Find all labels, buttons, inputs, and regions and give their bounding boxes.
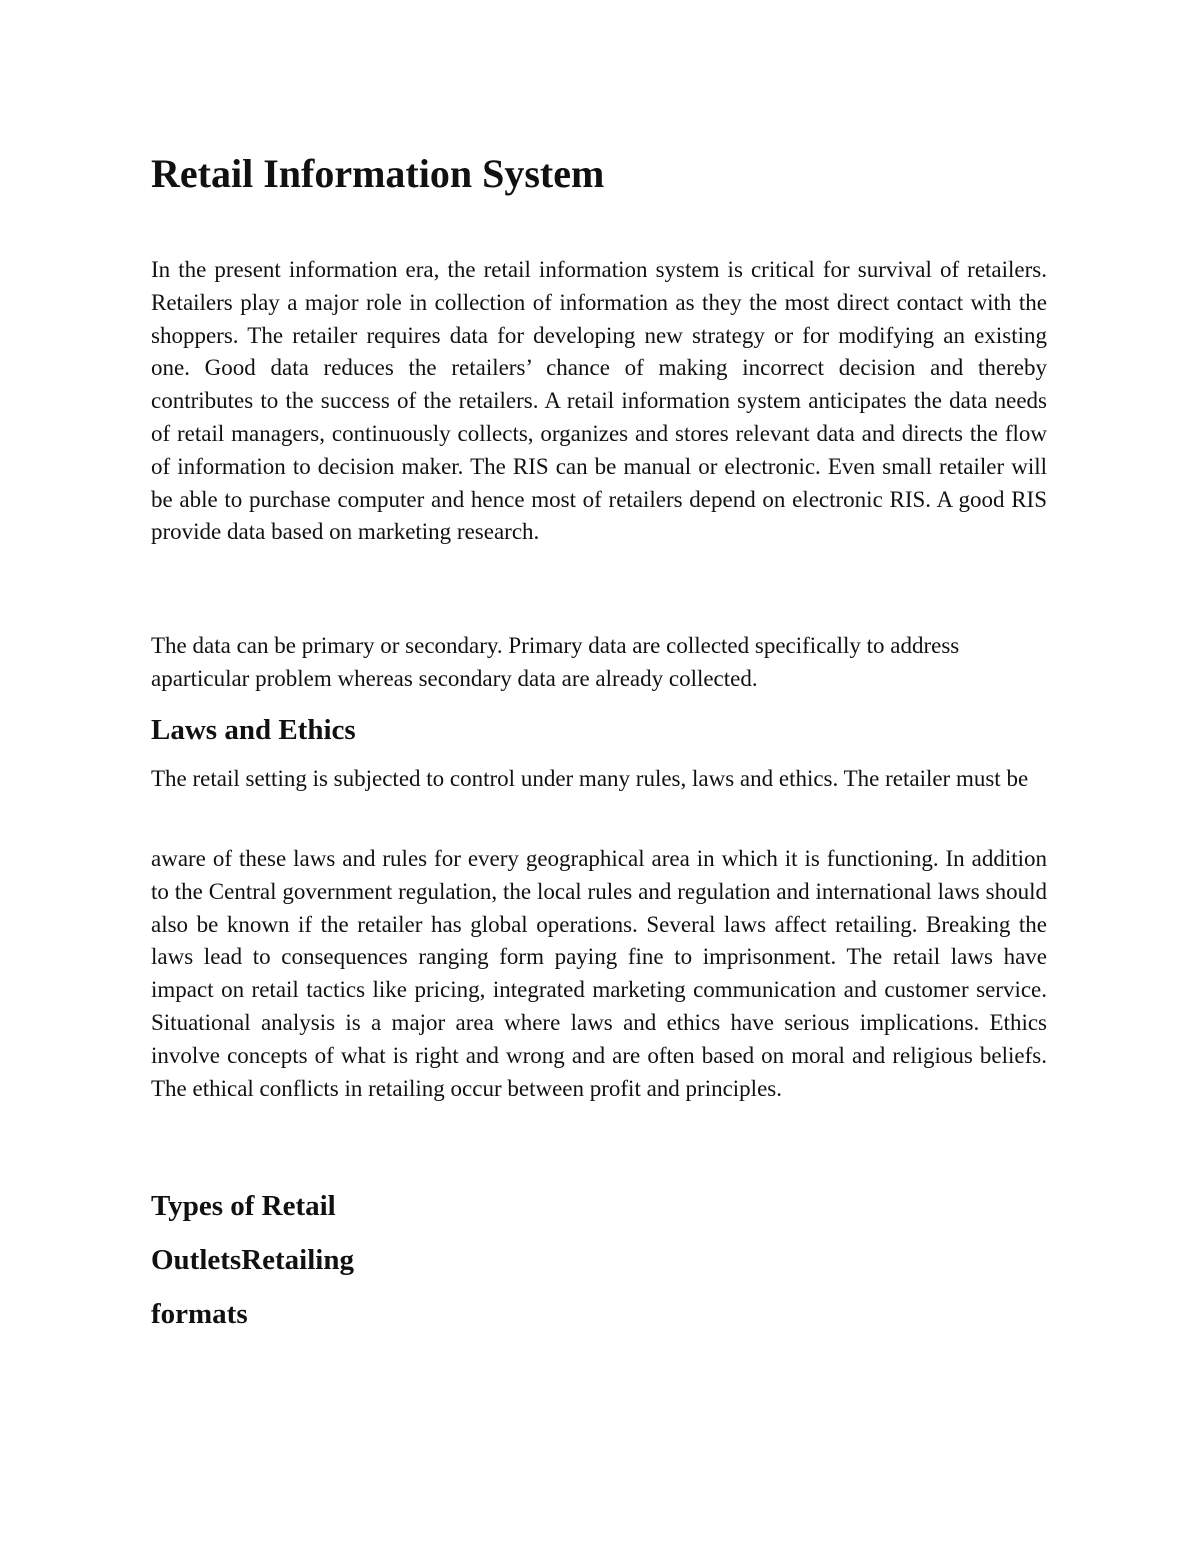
- section-heading-types-line-3: formats: [151, 1298, 248, 1330]
- paragraph-laws-intro: The retail setting is subjected to control under many rules, laws and ethics. The retailer must be: [151, 766, 1029, 791]
- paragraph-data-types: The data can be primary or secondary. Primary data are collected specifically to address aparticular problem whereas secondary data are already collected.: [151, 633, 960, 691]
- paragraph-laws-detail: aware of these laws and rules for every geographical area in which it is functioning. In addition to the Central government regulation, the local rules and regulation and international laws should also be known if the retailer has global operations. Several laws affect retailing. Breaking the laws lead to consequences ranging form paying fine to imprisonment. The retail laws have impact on retail tactics like pricing, integrated marketing communication and customer service. Situational analysis is a major area where laws and ethics have serious implications. Ethics involve concepts of what is right and wrong and are often based on moral and religious beliefs. The ethical conflicts in retailing occur between profit and principles.: [151, 846, 1047, 1101]
- section-heading-laws-ethics: Laws and Ethics: [151, 714, 356, 746]
- paragraph-ris-intro: In the present information era, the retail information system is critical for survival of retailers. Retailers play a major role in collection of information as they the most direct contact with the shoppers. The retailer requires data for developing new strategy or for modifying an existing one. Good data reduces the retailers’ chance of making incorrect decision and thereby contributes to the success of the retailers. A retail information system anticipates the data needs of retail managers, continuously collects, organizes and stores relevant data and directs the flow of information to decision maker. The RIS can be manual or electronic. Even small retailer will be able to purchase computer and hence most of retailers depend on electronic RIS. A good RIS provide data based on marketing research.: [151, 257, 1047, 545]
- section-heading-types-line-2: OutletsRetailing: [151, 1244, 354, 1276]
- section-heading-types-line-1: Types of Retail: [151, 1190, 336, 1222]
- page-title: Retail Information System: [151, 151, 605, 196]
